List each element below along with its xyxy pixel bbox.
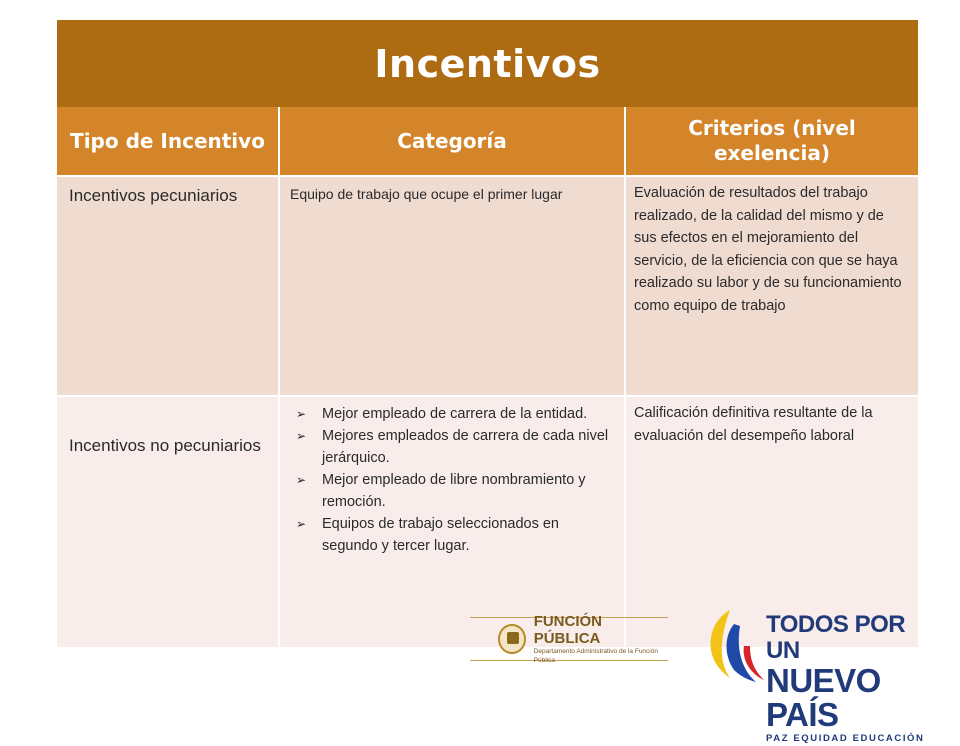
funcion-publica-name: FUNCIÓN PÚBLICA bbox=[533, 613, 603, 647]
type-cell: Incentivos no pecuniarios bbox=[57, 396, 279, 648]
arrow-bullet-icon: ➢ bbox=[296, 473, 307, 487]
criteria-cell: Calificación definitiva resultante de la evaluación del desempeño laboral bbox=[625, 396, 918, 648]
list-item-text: Mejor empleado de libre nombramiento y remoción. bbox=[322, 472, 586, 510]
category-cell: Equipo de trabajo que ocupe el primer lugar bbox=[279, 176, 625, 396]
slide-title: Incentivos bbox=[374, 41, 601, 86]
category-list bbox=[290, 403, 614, 557]
todos-por-un-nuevo-pais-text bbox=[766, 612, 930, 746]
arrow-bullet-icon: ➢ bbox=[296, 407, 307, 421]
list-item bbox=[290, 425, 614, 469]
coat-of-arms-icon bbox=[498, 624, 526, 654]
list-item bbox=[290, 469, 614, 513]
list-item-text: Equipos de trabajo seleccionados en segundo y tercer lugar. bbox=[322, 516, 559, 554]
list-item bbox=[290, 513, 614, 557]
title-bar bbox=[57, 20, 918, 107]
list-item bbox=[290, 403, 614, 425]
incentives-table bbox=[57, 107, 918, 649]
logo-tagline: PAZ EQUIDAD EDUCACIÓN bbox=[766, 733, 925, 744]
header-criterios: Criterios (nivel exelencia) bbox=[625, 107, 918, 176]
flag-swoosh-icon bbox=[700, 606, 764, 686]
criteria-cell: Evaluación de resultados del trabajo realizado, de la calidad del mismo y de sus efectos en el mejoramiento del servicio, de la eficiencia con que se haya realizado su labor y de su funcionamiento como equipo de trabajo bbox=[625, 176, 918, 396]
category-cell bbox=[279, 396, 625, 648]
header-tipo-de-incentivo: Tipo de Incentivo bbox=[57, 107, 279, 176]
list-item-text: Mejor empleado de carrera de la entidad. bbox=[322, 406, 588, 422]
type-cell: Incentivos pecuniarios bbox=[57, 176, 279, 396]
header-categoria: Categoría bbox=[279, 107, 625, 176]
todos-por-un-nuevo-pais-logo bbox=[700, 606, 930, 744]
logo-line-1: TODOS POR UN bbox=[766, 611, 906, 664]
logo-line-2: NUEVO PAÍS bbox=[766, 662, 881, 733]
funcion-publica-logo bbox=[470, 613, 668, 664]
table-row bbox=[57, 176, 918, 396]
list-item-text: Mejores empleados de carrera de cada nivel jerárquico. bbox=[322, 428, 609, 466]
arrow-bullet-icon: ➢ bbox=[296, 517, 307, 531]
funcion-publica-subtitle: Departamento Administrativo de la Función Pública bbox=[533, 648, 658, 664]
table-header-row bbox=[57, 107, 918, 176]
arrow-bullet-icon: ➢ bbox=[296, 429, 307, 443]
funcion-publica-text bbox=[534, 613, 668, 665]
